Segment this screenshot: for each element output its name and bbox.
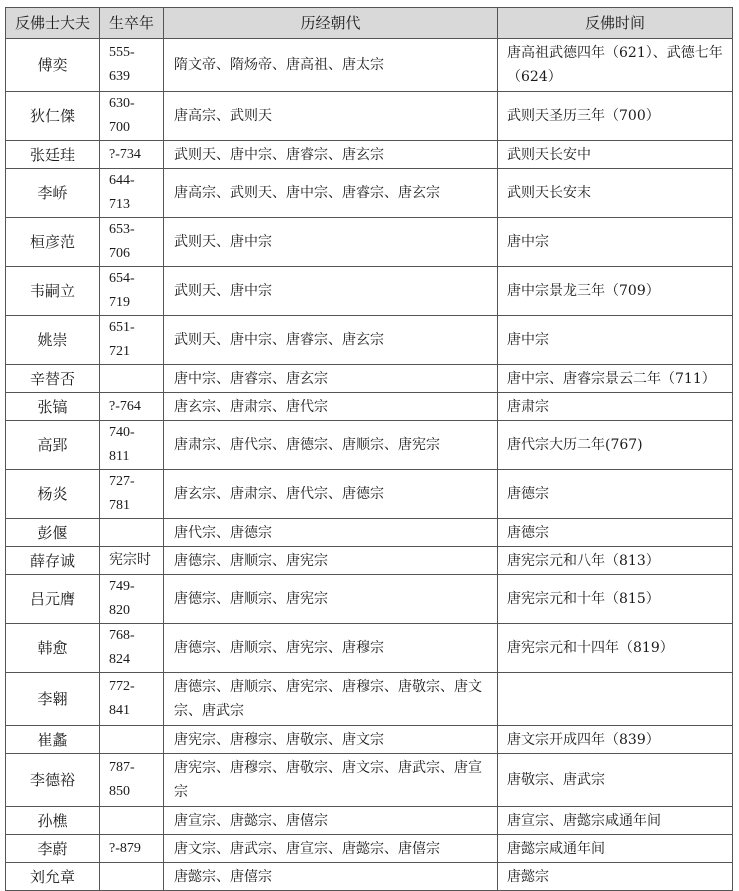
table-row: [6, 218, 733, 267]
dynasties-cell: 唐玄宗、唐肃宗、唐代宗、唐德宗: [164, 470, 498, 519]
table-row: [6, 835, 733, 863]
official-name-cell: 薛存诚: [6, 547, 100, 575]
dynasties-cell: 唐肃宗、唐代宗、唐德宗、唐顺宗、唐宪宗: [164, 421, 498, 470]
years-cell: ?-879: [100, 835, 164, 863]
dynasties-cell: 唐宣宗、唐懿宗、唐僖宗: [164, 807, 498, 835]
officials-table: [5, 7, 733, 891]
anti-buddhism-time-cell: 唐宣宗、唐懿宗咸通年间: [498, 807, 733, 835]
years-cell: [100, 519, 164, 547]
dynasties-cell: 唐宪宗、唐穆宗、唐敬宗、唐文宗、唐武宗、唐宣宗: [164, 754, 498, 807]
anti-buddhism-time-cell: 唐懿宗: [498, 863, 733, 891]
anti-buddhism-time-cell: 唐肃宗: [498, 393, 733, 421]
header-years: 生卒年: [100, 8, 164, 39]
table-row: [6, 169, 733, 218]
dynasties-cell: 唐德宗、唐顺宗、唐宪宗: [164, 575, 498, 624]
years-cell: 654-719: [100, 267, 164, 316]
anti-buddhism-time-cell: 武则天圣历三年（700）: [498, 92, 733, 141]
years-cell: [100, 863, 164, 891]
official-name-cell: 李峤: [6, 169, 100, 218]
years-cell: 772-841: [100, 673, 164, 726]
anti-buddhism-time-cell: [498, 673, 733, 726]
dynasties-cell: 唐宪宗、唐穆宗、唐敬宗、唐文宗: [164, 726, 498, 754]
anti-buddhism-time-cell: 唐中宗: [498, 316, 733, 365]
table-row: [6, 393, 733, 421]
official-name-cell: 彭偃: [6, 519, 100, 547]
anti-buddhism-time-cell: 武则天长安末: [498, 169, 733, 218]
anti-buddhism-time-cell: 唐文宗开成四年（839）: [498, 726, 733, 754]
dynasties-cell: 唐德宗、唐顺宗、唐宪宗、唐穆宗: [164, 624, 498, 673]
anti-buddhism-time-cell: 唐宪宗元和八年（813）: [498, 547, 733, 575]
table-row: [6, 267, 733, 316]
dynasties-cell: 唐代宗、唐德宗: [164, 519, 498, 547]
table-row: [6, 141, 733, 169]
dynasties-cell: 唐懿宗、唐僖宗: [164, 863, 498, 891]
years-cell: 727-781: [100, 470, 164, 519]
official-name-cell: 李蔚: [6, 835, 100, 863]
official-name-cell: 崔蠡: [6, 726, 100, 754]
table-row: [6, 673, 733, 726]
table-row: [6, 807, 733, 835]
official-name-cell: 杨炎: [6, 470, 100, 519]
dynasties-cell: 唐玄宗、唐肃宗、唐代宗: [164, 393, 498, 421]
table-row: [6, 421, 733, 470]
table-row: [6, 92, 733, 141]
official-name-cell: 李德裕: [6, 754, 100, 807]
anti-buddhism-time-cell: 唐宪宗元和十四年（819）: [498, 624, 733, 673]
anti-buddhism-time-cell: 唐中宗景龙三年（709）: [498, 267, 733, 316]
official-name-cell: 刘允章: [6, 863, 100, 891]
header-row: [6, 8, 733, 39]
anti-buddhism-time-cell: 唐懿宗咸通年间: [498, 835, 733, 863]
anti-buddhism-time-cell: 唐敬宗、唐武宗: [498, 754, 733, 807]
years-cell: 768-824: [100, 624, 164, 673]
dynasties-cell: 唐德宗、唐顺宗、唐宪宗: [164, 547, 498, 575]
dynasties-cell: 唐德宗、唐顺宗、唐宪宗、唐穆宗、唐敬宗、唐文宗、唐武宗: [164, 673, 498, 726]
table-row: [6, 547, 733, 575]
years-cell: [100, 365, 164, 393]
table-row: [6, 863, 733, 891]
official-name-cell: 李翱: [6, 673, 100, 726]
years-cell: 宪宗时: [100, 547, 164, 575]
dynasties-cell: 唐中宗、唐睿宗、唐玄宗: [164, 365, 498, 393]
header-official: 反佛士大夫: [6, 8, 100, 39]
anti-buddhism-time-cell: 唐宪宗元和十年（815）: [498, 575, 733, 624]
years-cell: 653-706: [100, 218, 164, 267]
anti-buddhism-time-cell: 唐德宗: [498, 519, 733, 547]
years-cell: ?-764: [100, 393, 164, 421]
table-row: [6, 519, 733, 547]
official-name-cell: 狄仁傑: [6, 92, 100, 141]
dynasties-cell: 唐文宗、唐武宗、唐宣宗、唐懿宗、唐僖宗: [164, 835, 498, 863]
official-name-cell: 孙樵: [6, 807, 100, 835]
official-name-cell: 辛替否: [6, 365, 100, 393]
dynasties-cell: 武则天、唐中宗: [164, 218, 498, 267]
years-cell: [100, 807, 164, 835]
dynasties-cell: 隋文帝、隋炀帝、唐高祖、唐太宗: [164, 39, 498, 92]
dynasties-cell: 武则天、唐中宗、唐睿宗、唐玄宗: [164, 141, 498, 169]
table-row: [6, 624, 733, 673]
anti-buddhism-time-cell: 唐德宗: [498, 470, 733, 519]
official-name-cell: 桓彦范: [6, 218, 100, 267]
header-time: 反佛时间: [498, 8, 733, 39]
years-cell: 740-811: [100, 421, 164, 470]
table-row: [6, 39, 733, 92]
official-name-cell: 张廷珪: [6, 141, 100, 169]
anti-buddhism-time-cell: 唐代宗大历二年(767): [498, 421, 733, 470]
dynasties-cell: 唐高宗、武则天: [164, 92, 498, 141]
years-cell: 651-721: [100, 316, 164, 365]
official-name-cell: 张镐: [6, 393, 100, 421]
table-row: [6, 726, 733, 754]
table-row: [6, 470, 733, 519]
years-cell: 644-713: [100, 169, 164, 218]
years-cell: ?-734: [100, 141, 164, 169]
table-row: [6, 754, 733, 807]
official-name-cell: 高郢: [6, 421, 100, 470]
dynasties-cell: 唐高宗、武则天、唐中宗、唐睿宗、唐玄宗: [164, 169, 498, 218]
table-row: [6, 575, 733, 624]
official-name-cell: 吕元膺: [6, 575, 100, 624]
years-cell: 787-850: [100, 754, 164, 807]
years-cell: 749-820: [100, 575, 164, 624]
anti-buddhism-time-cell: 唐中宗: [498, 218, 733, 267]
years-cell: 630-700: [100, 92, 164, 141]
header-dynasties: 历经朝代: [164, 8, 498, 39]
anti-buddhism-time-cell: 武则天长安中: [498, 141, 733, 169]
anti-buddhism-time-cell: 唐高祖武德四年（621）、武德七年（624）: [498, 39, 733, 92]
official-name-cell: 韩愈: [6, 624, 100, 673]
anti-buddhism-time-cell: 唐中宗、唐睿宗景云二年（711）: [498, 365, 733, 393]
official-name-cell: 韦嗣立: [6, 267, 100, 316]
years-cell: [100, 726, 164, 754]
table-row: [6, 316, 733, 365]
years-cell: 555-639: [100, 39, 164, 92]
table-row: [6, 365, 733, 393]
official-name-cell: 傅奕: [6, 39, 100, 92]
official-name-cell: 姚崇: [6, 316, 100, 365]
dynasties-cell: 武则天、唐中宗、唐睿宗、唐玄宗: [164, 316, 498, 365]
dynasties-cell: 武则天、唐中宗: [164, 267, 498, 316]
